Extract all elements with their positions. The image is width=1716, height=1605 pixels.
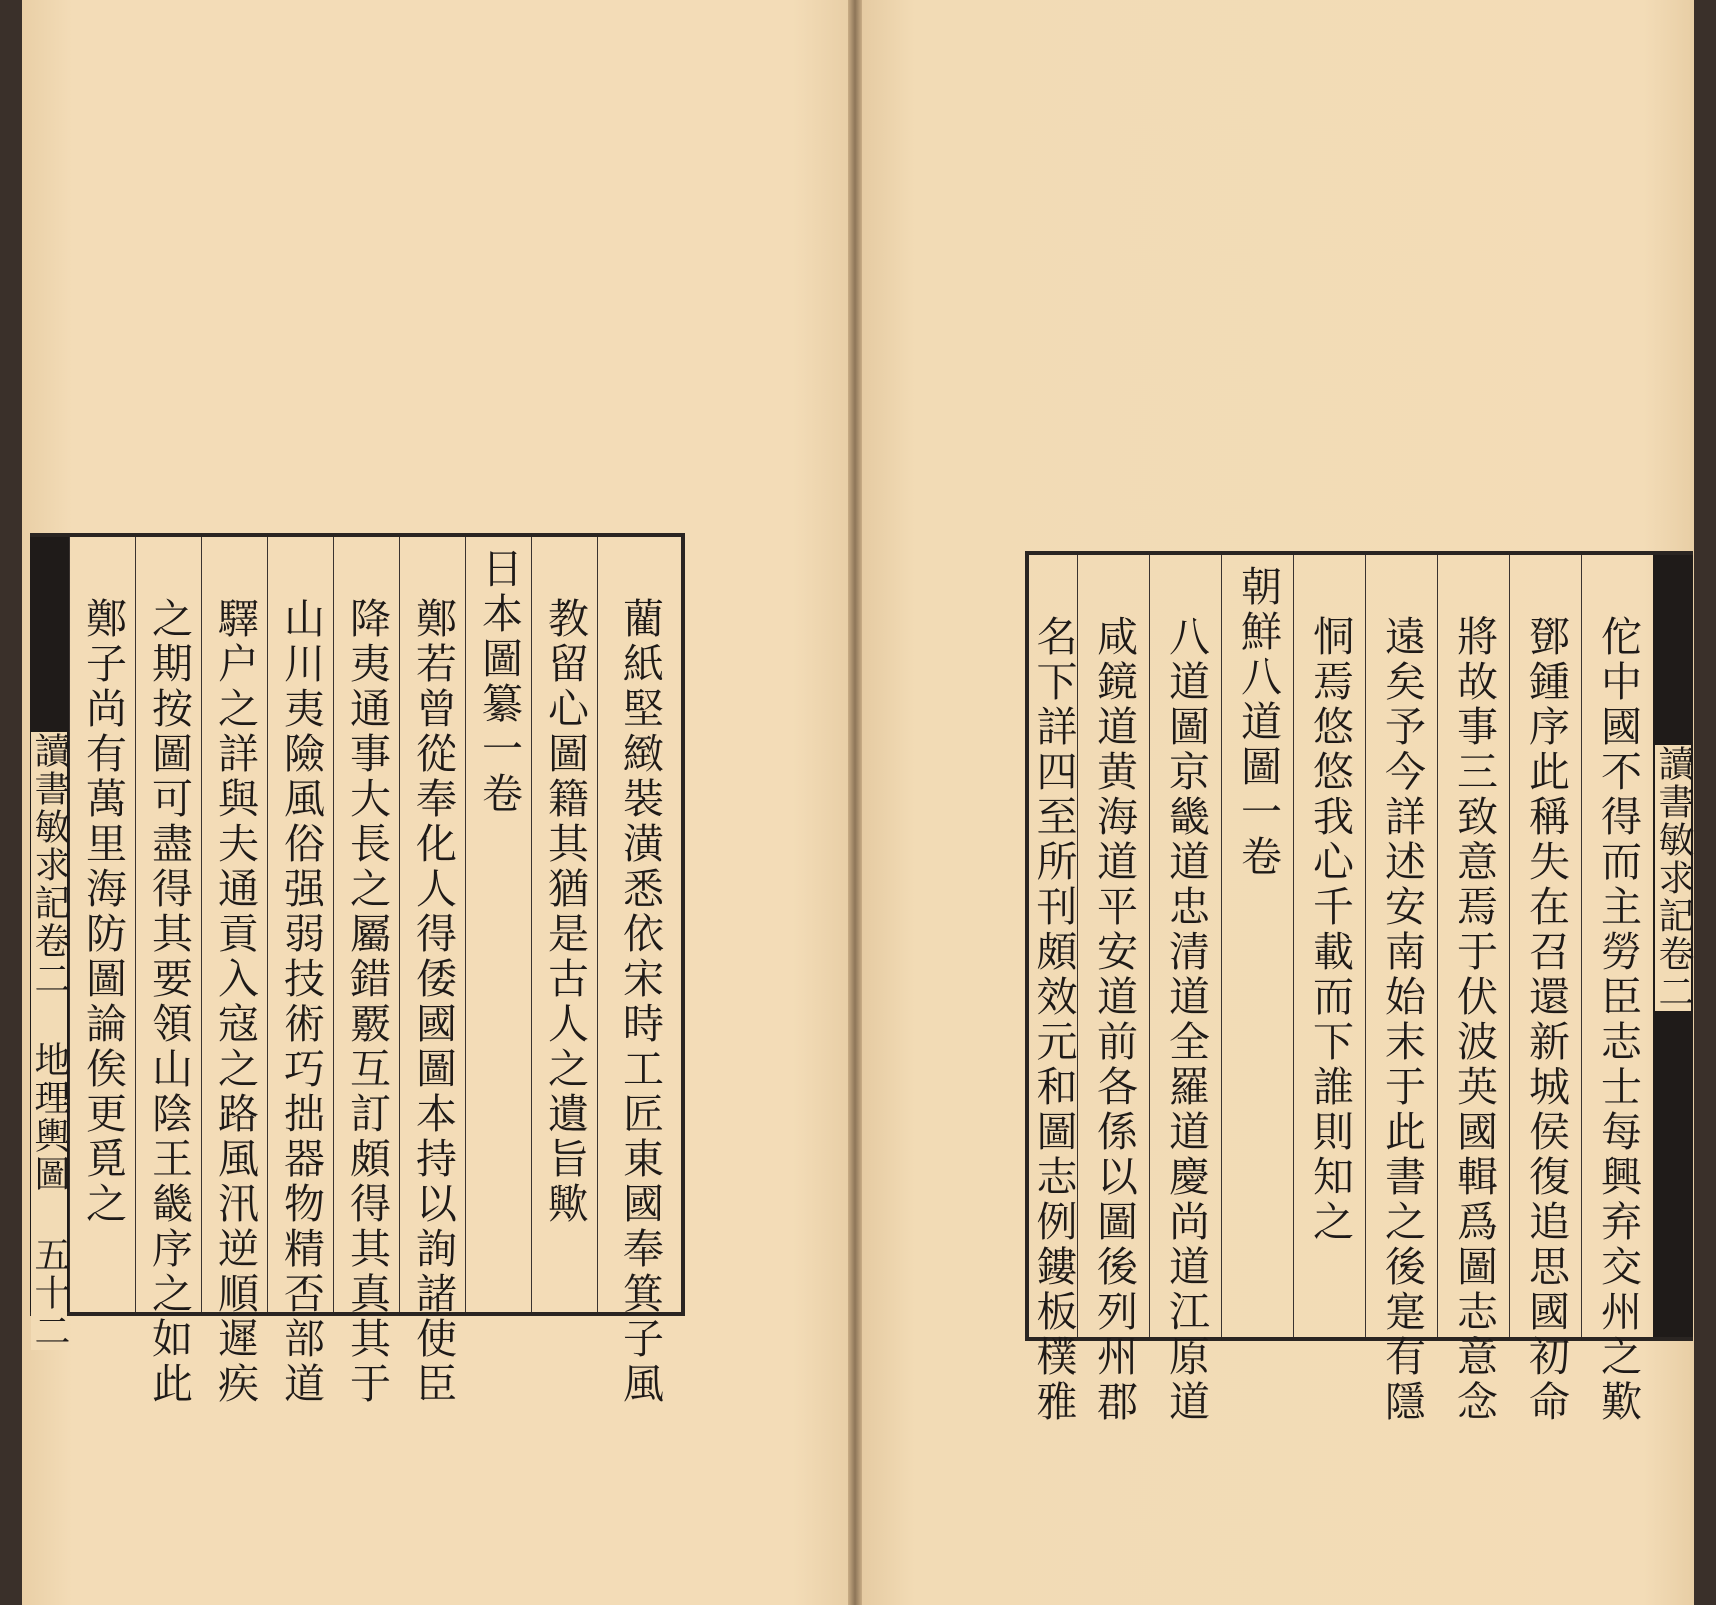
text-column bbox=[1509, 555, 1581, 1425]
text-column bbox=[267, 537, 333, 1407]
column-text: 教留心圖籍其猶是古人之遺旨歟 bbox=[541, 597, 589, 1227]
column-text: 咸鏡道黄海道平安道前各係以圖後列州郡 bbox=[1090, 615, 1138, 1425]
text-column bbox=[1437, 555, 1509, 1425]
margin-label: 讀書敏求記卷二 地理輿圖 五十二 bbox=[29, 732, 70, 1350]
column-text: 遠矣予今詳述安南始末于此書之後寔有隱 bbox=[1378, 615, 1426, 1425]
column-title: 朝鮮八道圖一卷 bbox=[1234, 565, 1282, 880]
column-text: 鄧鍾序此稱失在召還新城侯復追思國初命 bbox=[1522, 615, 1570, 1425]
text-column bbox=[1293, 555, 1365, 1337]
text-column bbox=[201, 537, 267, 1407]
column-text: 降夷通事大長之屬錯覈互訂頗得其真其于 bbox=[343, 597, 391, 1407]
text-column bbox=[1365, 555, 1437, 1425]
column-text: 山川夷險風俗强弱技術巧拙器物精否部道 bbox=[277, 597, 325, 1407]
column-text: 恫焉悠悠我心千載而下誰則知之 bbox=[1306, 615, 1354, 1245]
column-text: 之期按圖可盡得其要領山陰王畿序之如此 bbox=[145, 597, 193, 1407]
text-column bbox=[1077, 555, 1149, 1425]
text-column bbox=[1581, 555, 1653, 1425]
book-gutter bbox=[848, 0, 862, 1605]
text-column bbox=[1221, 555, 1293, 1337]
column-text: 將故事三致意焉于伏波英國輯爲圖志意念 bbox=[1450, 615, 1498, 1425]
text-column bbox=[333, 537, 399, 1407]
column-text: 鄭子尚有萬里海防圖論俟更覓之 bbox=[79, 597, 127, 1227]
left-text-frame bbox=[29, 533, 685, 1407]
column-text: 佗中國不得而主勞臣志士每興弃交州之歎 bbox=[1594, 615, 1642, 1425]
column-text: 藺紙堅緻裝潢悉依宋時工匠東國奉箕子風 bbox=[616, 597, 664, 1407]
column-text: 鄭若曾從奉化人得倭國圖本持以詢諸使臣 bbox=[409, 597, 457, 1407]
column-title: 日本圖纂一卷 bbox=[475, 547, 523, 817]
text-column bbox=[399, 537, 465, 1407]
text-column bbox=[1029, 555, 1078, 1425]
background-edge-right bbox=[1694, 0, 1716, 1605]
text-column bbox=[531, 537, 597, 1312]
text-column bbox=[465, 537, 531, 1312]
background-edge-left bbox=[0, 0, 22, 1605]
text-column bbox=[1149, 555, 1221, 1425]
margin-label: 讀書敏求記卷二 bbox=[1653, 745, 1694, 1011]
column-text: 名下詳四至所刊頗效元和圖志例鏤板樸雅 bbox=[1029, 615, 1078, 1425]
column-text: 驛户之詳與夫通貢入寇之路風汛逆順遲疾 bbox=[211, 597, 259, 1407]
text-column bbox=[69, 537, 135, 1312]
right-text-frame bbox=[1025, 551, 1694, 1425]
text-column bbox=[135, 537, 201, 1407]
column-text: 八道圖京畿道忠清道全羅道慶尚道江原道 bbox=[1162, 615, 1210, 1425]
text-column bbox=[597, 537, 681, 1407]
